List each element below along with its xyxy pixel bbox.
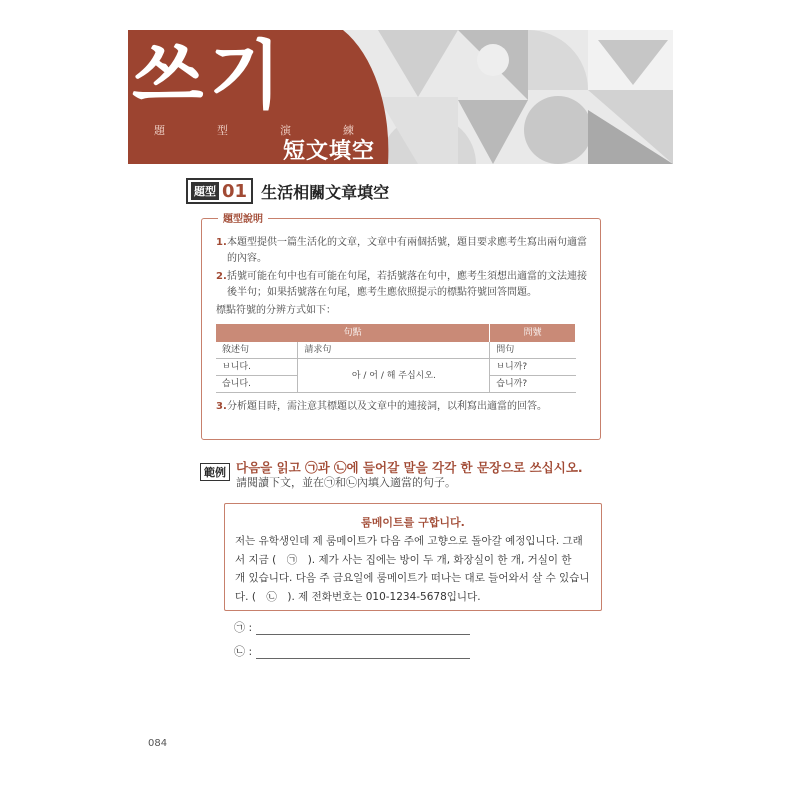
example-passage-box (224, 503, 602, 611)
table-cell: 아 / 어 / 해 주십시오. (298, 359, 490, 393)
example-instruction-korean: 다음을 읽고 ㉠과 ㉡에 들어갈 말을 각각 한 문장으로 쓰십시오. (236, 460, 583, 475)
subtitle-char: 練 (343, 124, 354, 137)
page-title: 쓰기 (132, 33, 287, 119)
section-heading (186, 178, 389, 204)
table-cell: ㅂ니다. (216, 359, 298, 376)
item-number: 1. (216, 237, 227, 248)
table-header-question: 問號 (490, 324, 576, 342)
question-type-tag (186, 178, 253, 204)
item-text: 分析題目時，需注意其標題以及文章中的連接詞，以利寫出適當的回答。 (227, 401, 547, 412)
item-text: 括號可能在句中也有可能在句尾，若括號落在句中，應考生須想出適當的文法連接後半句；如果括號落在句尾，應考生應依照提示的標點符號回答問題。 (227, 271, 587, 298)
section-title: 生活相關文章填空 (261, 182, 390, 202)
table-cell: 問句 (490, 342, 576, 359)
passage-line: 서 지금 ( ㉠ ). 제가 사는 집에는 방이 두 개, 화장실이 한 개, 거실이 한 (235, 553, 572, 566)
table-cell: ㅂ니까? (490, 359, 576, 376)
type-tag-text: 題型 (191, 182, 219, 200)
example-tag: 範例 (200, 463, 230, 481)
answer-label: ㉠ : (234, 621, 253, 634)
explanation-item (216, 399, 588, 415)
type-tag-number: 01 (222, 180, 248, 202)
answer-blank[interactable] (256, 647, 470, 659)
textbook-page (128, 30, 673, 770)
answer-line-b[interactable] (234, 643, 470, 659)
table-cell: 敘述句 (216, 342, 298, 359)
item-number: 2. (216, 271, 227, 282)
passage-line: 다. ( ㉡ ). 제 전화번호는 010-1234-5678입니다. (235, 590, 481, 603)
explanation-item (216, 235, 588, 267)
subtitle-char: 演 (280, 124, 291, 137)
answer-label: ㉡ : (234, 645, 253, 658)
table-header-period: 句點 (216, 324, 490, 342)
table-cell: 습니까? (490, 376, 576, 393)
passage-line: 개 있습니다. 다음 주 금요일에 룸메이트가 떠나는 대로 들어와서 살 수 있습니 (235, 572, 590, 584)
explanation-label: 題型說明 (218, 210, 268, 225)
answer-blank[interactable] (256, 623, 470, 635)
table-row (216, 342, 576, 359)
table-intro: 標點符號的分辨方式如下： (216, 305, 336, 316)
page-number: 084 (148, 738, 168, 749)
subtitle-main: 短文填空 (283, 139, 376, 164)
explanation-box (201, 214, 601, 440)
item-text: 本題型提供一篇生活化的文章，文章中有兩個括號，題目要求應考生寫出兩句適當的內容。 (227, 237, 587, 264)
example-instruction-chinese: 請閱讀下文，並在㉠和㉡內填入適當的句子。 (236, 476, 456, 489)
subtitle-char: 型 (217, 124, 228, 137)
table-cell: 請求句 (298, 342, 490, 359)
passage-line: 저는 유학생인데 제 룸메이트가 다음 주에 고향으로 돌아갈 예정입니다. 그래 (235, 535, 583, 547)
table-row (216, 359, 576, 376)
punctuation-table (216, 324, 576, 393)
passage-text (235, 532, 593, 606)
answer-line-a[interactable] (234, 619, 470, 635)
table-cell: 습니다. (216, 376, 298, 393)
subtitle-char: 題 (154, 124, 165, 137)
passage-title: 룸메이트를 구합니다. (361, 516, 465, 529)
item-number: 3. (216, 401, 227, 412)
header-banner (128, 30, 673, 164)
explanation-body (216, 235, 588, 417)
explanation-item (216, 269, 588, 301)
